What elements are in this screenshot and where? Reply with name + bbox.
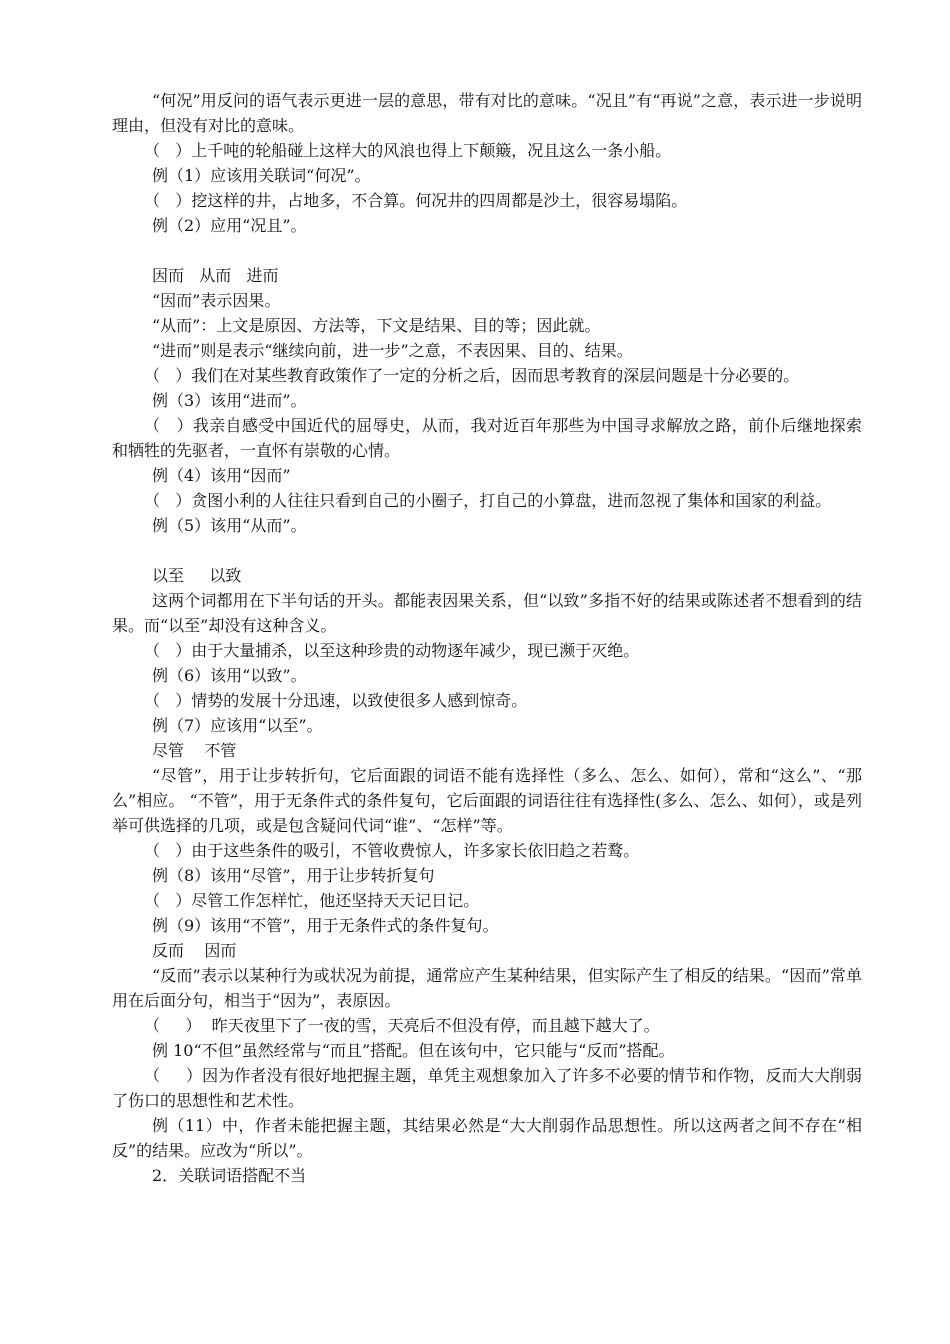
answer-note: 例（1）应该用关联词“何况”。 [152,166,371,185]
exercise-sentence: （ ）贪图小利的人往往只看到自己的小圈子，打自己的小算盘，进而忽视了集体和国家的利益。 [144,491,832,510]
answer-note: 例（7）应该用“以至”。 [152,716,323,735]
paragraph: “尽管”，用于让步转折句，它后面跟的词语不能有选择性（多么、怎么、如何），常和“这么”、“那么”相应。 “不管”，用于无条件式的条件复句，它后面跟的词语往往有选择性(多么、怎么、如何），或是列举可供选择的几项，或是包含疑问代词“谁”、“怎样”等。 [112,766,862,835]
paragraph: “何况”用反问的语气表示更进一层的意思，带有对比的意味。“况且”有“再说”之意，表示进一步说明理由，但没有对比的意味。 [112,91,862,135]
section-heading: 尽管 不管 [152,741,237,760]
exercise-sentence: （ ）我们在对某些教育政策作了一定的分析之后，因而思考教育的深层问题是十分必要的。 [144,366,800,385]
section-heading: 以至 以致 [152,566,242,585]
exercise-sentence: （ ）情势的发展十分迅速，以致使很多人感到惊奇。 [144,691,528,710]
blank-line [112,238,862,263]
exercise-sentence: （ ）由于大量捕杀，以至这种珍贵的动物逐年减少，现已濒于灭绝。 [144,641,640,660]
answer-note: 例 10“不但”虽然经常与“而且”搭配。但在该句中，它只能与“反而”搭配。 [152,1041,675,1060]
paragraph: “从而”：上文是原因、方法等，下文是结果、目的等；因此就。 [152,316,601,335]
section-heading: 反而 因而 [152,941,237,960]
answer-note: 例（5）该用“从而”。 [152,516,307,535]
answer-note: 例（3）该用“进而”。 [152,391,307,410]
exercise-sentence: （ ）尽管工作怎样忙，他还坚持天天记日记。 [144,891,480,910]
blank-line [112,538,862,563]
paragraph: “反而”表示以某种行为或状况为前提，通常应产生某种结果，但实际产生了相反的结果。“因而”常单用在后面分句，相当于“因为”，表原因。 [112,966,862,1010]
exercise-sentence: （ ）挖这样的井，占地多，不合算。何况井的四周都是沙土，很容易塌陷。 [144,191,688,210]
section-heading: 2．关联词语搭配不当 [152,1166,307,1185]
answer-note: 例（4）该用“因而” [152,466,291,485]
exercise-sentence: （ ）上千吨的轮船碰上这样大的风浪也得上下颠簸，况且这么一条小船。 [144,141,672,160]
answer-note: 例（2）应用“况且”。 [152,216,307,235]
answer-note: 例（8）该用“尽管”，用于让步转折复句 [152,866,435,885]
exercise-sentence: （ ）因为作者没有很好地把握主题，单凭主观想象加入了许多不必要的情节和作物，反而大大削弱了伤口的思想性和艺术性。 [112,1066,862,1110]
answer-note: 例（6）该用“以致”。 [152,666,307,685]
section-heading: 因而 从而 进而 [152,266,279,285]
paragraph: 这两个词都用在下半句话的开头。都能表因果关系，但“以致”多指不好的结果或陈述者不想看到的结果。而“以至”却没有这种含义。 [112,591,862,635]
answer-note: 例（11）中，作者未能把握主题，其结果必然是“大大削弱作品思想性。所以这两者之间不存在“相反”的结果。应改为“所以”。 [112,1116,862,1160]
paragraph: “进而”则是表示“继续向前，进一步”之意，不表因果、目的、结果。 [152,341,633,360]
exercise-sentence: （ ）我亲自感受中国近代的屈辱史，从而，我对近百年那些为中国寻求解放之路，前仆后继地探索和牺牲的先驱者，一直怀有崇敬的心情。 [112,416,862,460]
answer-note: 例（9）该用“不管”，用于无条件式的条件复句。 [152,916,499,935]
paragraph: “因而”表示因果。 [152,291,281,310]
exercise-sentence: （ ）由于这些条件的吸引，不管收费惊人，许多家长依旧趋之若鹜。 [144,841,640,860]
exercise-sentence: （ ） 昨天夜里下了一夜的雪，天亮后不但没有停，而且越下越大了。 [144,1016,660,1035]
